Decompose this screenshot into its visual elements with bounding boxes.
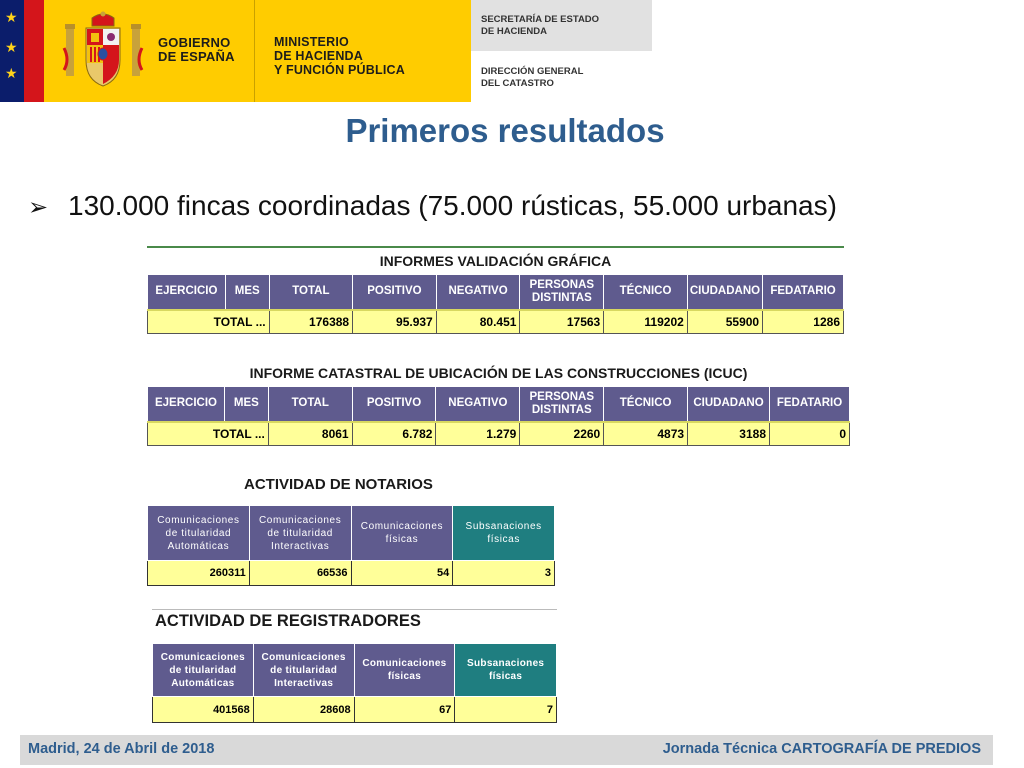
table-row — [148, 422, 850, 446]
ministerio-line: DE HACIENDA — [274, 49, 364, 63]
table-header-row — [148, 506, 555, 561]
header-cell: EJERCICIO — [148, 387, 225, 422]
registradores-table — [152, 643, 557, 723]
header-cell: FEDATARIO — [763, 275, 844, 310]
header-cell: Comunicaciones de titularidad Automáticas — [153, 644, 254, 697]
gobierno-line: DE ESPAÑA — [158, 49, 235, 64]
table-top-line — [147, 246, 844, 248]
footer-event: Jornada Técnica CARTOGRAFÍA DE PREDIOS — [662, 741, 981, 757]
direccion-text — [481, 66, 583, 90]
total-label-cell: TOTAL ... — [148, 310, 270, 334]
registradores-title: ACTIVIDAD DE REGISTRADORES — [155, 612, 421, 630]
table-cell: 3 — [453, 561, 555, 586]
bullet-point — [28, 190, 837, 222]
header-cell: Subsanaciones físicas — [455, 644, 557, 697]
gobierno-line: GOBIERNO — [158, 35, 231, 50]
header-cell: POSITIVO — [353, 275, 437, 310]
star-icon: ★ — [5, 65, 18, 81]
secretaria-line: SECRETARÍA DE ESTADO — [481, 14, 600, 25]
table-cell: 95.937 — [353, 310, 437, 334]
ministerio-line: Y FUNCIÓN PÚBLICA — [274, 63, 405, 77]
bullet-text: 130.000 fincas coordinadas (75.000 rústicas, 55.000 urbanas) — [68, 190, 837, 221]
header-cell: MES — [224, 387, 268, 422]
header-cell: TÉCNICO — [604, 275, 688, 310]
header-cell: TÉCNICO — [604, 387, 688, 422]
header-cell: NEGATIVO — [436, 387, 520, 422]
header-divider — [254, 0, 255, 102]
header-cell: EJERCICIO — [148, 275, 226, 310]
table-cell: 1286 — [763, 310, 844, 334]
notarios-title: ACTIVIDAD DE NOTARIOS — [244, 476, 433, 493]
table-top-line — [152, 609, 557, 610]
header-cell: TOTAL — [268, 387, 352, 422]
header-cell: POSITIVO — [352, 387, 436, 422]
table-cell: 0 — [770, 422, 850, 446]
footer-bar — [20, 735, 993, 765]
header-cell: TOTAL — [269, 275, 352, 310]
header-cell: Comunicaciones de titularidad Automáticas — [148, 506, 250, 561]
header-cell: Comunicaciones de titularidad Interactivas — [253, 644, 354, 697]
table-cell: 1.279 — [436, 422, 520, 446]
table-cell: 67 — [354, 697, 455, 723]
star-icon: ★ — [5, 39, 18, 55]
secretaria-line: DE HACIENDA — [481, 26, 547, 37]
header-cell: Comunicaciones físicas — [354, 644, 455, 697]
table-cell: 80.451 — [436, 310, 520, 334]
coat-of-arms-icon — [62, 10, 144, 90]
direccion-line: DEL CATASTRO — [481, 78, 554, 89]
header-cell: PERSONAS DISTINTAS — [520, 275, 604, 310]
table-cell: 6.782 — [352, 422, 436, 446]
table-cell: 176388 — [269, 310, 352, 334]
table-header-row — [153, 644, 557, 697]
secretaria-text — [481, 14, 599, 38]
direccion-line: DIRECCIÓN GENERAL — [481, 66, 584, 77]
header-cell: PERSONAS DISTINTAS — [520, 387, 604, 422]
header-cell: FEDATARIO — [770, 387, 850, 422]
table-cell: 55900 — [687, 310, 762, 334]
slide-title: Primeros resultados — [345, 112, 665, 149]
ministerio-text — [274, 35, 405, 77]
table-header-row — [148, 387, 850, 422]
table-cell: 260311 — [148, 561, 250, 586]
arrow-bullet-icon: ➢ — [28, 194, 49, 221]
table-cell: 4873 — [604, 422, 688, 446]
table-cell: 401568 — [153, 697, 254, 723]
table-cell: 119202 — [604, 310, 688, 334]
validacion-table — [147, 274, 844, 334]
icuc-title: INFORME CATASTRAL DE UBICACIÓN DE LAS CONSTRUCCIONES (ICUC) — [249, 365, 748, 381]
gobierno-text — [158, 36, 235, 64]
table-row — [148, 310, 844, 334]
red-strip — [24, 0, 44, 102]
table-cell: 66536 — [249, 561, 351, 586]
header-cell: Comunicaciones físicas — [351, 506, 453, 561]
icuc-table — [147, 386, 850, 446]
notarios-table — [147, 505, 555, 586]
table-cell: 28608 — [253, 697, 354, 723]
table-cell: 3188 — [688, 422, 770, 446]
table-cell: 7 — [455, 697, 557, 723]
total-label-cell: TOTAL ... — [148, 422, 269, 446]
footer-date: Madrid, 24 de Abril de 2018 — [28, 741, 215, 757]
header-cell: CIUDADANO — [688, 387, 770, 422]
header-cell: MES — [225, 275, 269, 310]
table-cell: 54 — [351, 561, 453, 586]
table-row — [153, 697, 557, 723]
eu-flag-strip — [0, 0, 24, 102]
ministerio-line: MINISTERIO — [274, 35, 349, 49]
table-header-row — [148, 275, 844, 310]
header-cell: NEGATIVO — [436, 275, 520, 310]
header-cell: Subsanaciones físicas — [453, 506, 555, 561]
table-cell: 8061 — [268, 422, 352, 446]
table-cell: 17563 — [520, 310, 604, 334]
table-row — [148, 561, 555, 586]
validacion-title: INFORMES VALIDACIÓN GRÁFICA — [379, 253, 612, 269]
star-icon: ★ — [5, 9, 18, 25]
header-cell: Comunicaciones de titularidad Interactivas — [249, 506, 351, 561]
table-cell: 2260 — [520, 422, 604, 446]
header-cell: CIUDADANO — [687, 275, 762, 310]
